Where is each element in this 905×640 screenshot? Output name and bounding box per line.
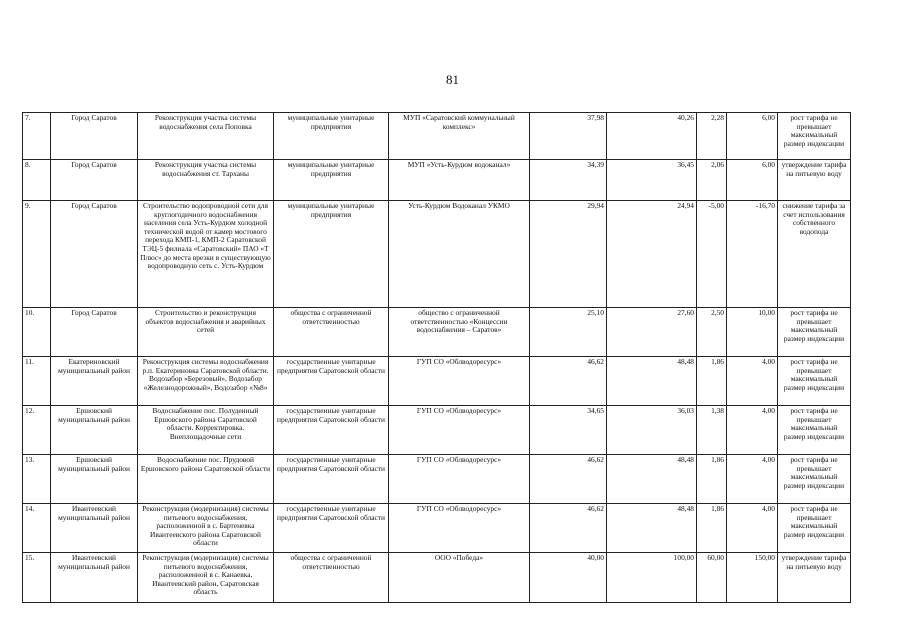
cell-organization: МУП «Саратовский коммунальный комплекс» bbox=[389, 113, 530, 160]
cell-organization: ГУП СО «Облводоресурс» bbox=[389, 357, 530, 406]
cell-project: Реконструкция (модернизация) системы питьевого водоснабжения, расположенной в с. Бартеневка Ивантеевского района Саратовской области bbox=[138, 504, 274, 553]
cell-note: рост тарифа не превышает максимальный размер индексации bbox=[778, 357, 851, 406]
cell-tariff-percent: 4,00 bbox=[727, 406, 778, 455]
table-row bbox=[23, 504, 851, 553]
cell-tariff-percent: 6,00 bbox=[727, 160, 778, 201]
cell-tariff-change: -5,00 bbox=[697, 201, 727, 308]
cell-number: 10. bbox=[23, 308, 51, 357]
cell-tariff-new: 24,94 bbox=[607, 201, 697, 308]
cell-project: Водоснабжение пос. Прудовой Ершовского района Саратовской области bbox=[138, 455, 274, 504]
cell-area: Ершовский муниципальный район bbox=[51, 406, 138, 455]
cell-area: Город Саратов bbox=[51, 308, 138, 357]
cell-tariff-percent: 4,00 bbox=[727, 504, 778, 553]
cell-tariff-current: 29,94 bbox=[530, 201, 607, 308]
cell-number: 13. bbox=[23, 455, 51, 504]
cell-area: Город Саратов bbox=[51, 201, 138, 308]
cell-area: Екатериновский муниципальный район bbox=[51, 357, 138, 406]
cell-tariff-current: 37,98 bbox=[530, 113, 607, 160]
cell-number: 12. bbox=[23, 406, 51, 455]
cell-area: Ивантеевский муниципальный район bbox=[51, 504, 138, 553]
table-row bbox=[23, 160, 851, 201]
cell-project: Реконструкция системы водоснабжения р.п. Екатериновка Саратовской области. Водозабор «Березовый», Водозабор «Железнодорожный», Водозабор «№8» bbox=[138, 357, 274, 406]
cell-tariff-current: 34,65 bbox=[530, 406, 607, 455]
cell-area: Город Саратов bbox=[51, 160, 138, 201]
cell-number: 8. bbox=[23, 160, 51, 201]
cell-organization: Усть-Курдюм Водоканал УКМО bbox=[389, 201, 530, 308]
cell-project: Водоснабжение пос. Полуденный Ершовского района Саратовской области. Корректировка. Внеплощадочные сети bbox=[138, 406, 274, 455]
table-row bbox=[23, 201, 851, 308]
cell-tariff-change: 1,86 bbox=[697, 357, 727, 406]
cell-project: Реконструкция участка системы водоснабжения села Поповка bbox=[138, 113, 274, 160]
cell-tariff-current: 40,00 bbox=[530, 553, 607, 603]
cell-organization: ГУП СО «Облводоресурс» bbox=[389, 504, 530, 553]
cell-tariff-new: 48,48 bbox=[607, 504, 697, 553]
cell-tariff-change: 1,38 bbox=[697, 406, 727, 455]
cell-tariff-change: 2,06 bbox=[697, 160, 727, 201]
cell-tariff-change: 2,28 bbox=[697, 113, 727, 160]
cell-tariff-new: 48,48 bbox=[607, 357, 697, 406]
cell-tariff-change: 1,86 bbox=[697, 455, 727, 504]
table-row bbox=[23, 553, 851, 603]
cell-note: рост тарифа не превышает максимальный размер индексации bbox=[778, 504, 851, 553]
cell-tariff-percent: 6,00 bbox=[727, 113, 778, 160]
cell-tariff-percent: 150,00 bbox=[727, 553, 778, 603]
cell-tariff-new: 36,45 bbox=[607, 160, 697, 201]
cell-org-type: муниципальные унитарные предприятия bbox=[274, 160, 389, 201]
cell-organization: общество с ограниченной ответственностью «Концессии водоснабжения – Саратов» bbox=[389, 308, 530, 357]
cell-number: 11. bbox=[23, 357, 51, 406]
cell-area: Ивантеевский муниципальный район bbox=[51, 553, 138, 603]
page-number: 81 bbox=[446, 72, 459, 87]
cell-tariff-percent: 10,00 bbox=[727, 308, 778, 357]
cell-organization: ООО «Победа» bbox=[389, 553, 530, 603]
cell-org-type: государственные унитарные предприятия Саратовской области bbox=[274, 357, 389, 406]
cell-area: Ершовский муниципальный район bbox=[51, 455, 138, 504]
cell-org-type: государственные унитарные предприятия Саратовской области bbox=[274, 504, 389, 553]
cell-tariff-change: 2,50 bbox=[697, 308, 727, 357]
table-row bbox=[23, 455, 851, 504]
cell-tariff-percent: 4,00 bbox=[727, 455, 778, 504]
cell-note: утверждение тарифа на питьевую воду bbox=[778, 160, 851, 201]
cell-tariff-current: 46,62 bbox=[530, 504, 607, 553]
cell-tariff-new: 48,48 bbox=[607, 455, 697, 504]
cell-organization: ГУП СО «Облводоресурс» bbox=[389, 406, 530, 455]
cell-number: 14. bbox=[23, 504, 51, 553]
tariff-table bbox=[22, 112, 851, 603]
cell-org-type: муниципальные унитарные предприятия bbox=[274, 113, 389, 160]
table-row bbox=[23, 357, 851, 406]
cell-org-type: общества с ограниченной ответственностью bbox=[274, 553, 389, 603]
cell-org-type: муниципальные унитарные предприятия bbox=[274, 201, 389, 308]
cell-tariff-new: 27,60 bbox=[607, 308, 697, 357]
table-row bbox=[23, 308, 851, 357]
table-body bbox=[23, 113, 851, 603]
cell-project: Реконструкция участка системы водоснабжения ст. Тарханы bbox=[138, 160, 274, 201]
cell-project: Строительство и реконструкция объектов водоснабжения и аварийных сетей bbox=[138, 308, 274, 357]
cell-project: Строительство водопроводной сети для круглогодичного водоснабжения населения села Усть-Курдюм холодной технической водой от камер мостового перехода КМП-1, КМП-2 Саратовской ТЭЦ-5 филиала «Саратовский» ПАО «Т Плюс» до места врезки в существующую водопроводную сеть с. Усть-Курдюм bbox=[138, 201, 274, 308]
cell-tariff-new: 40,26 bbox=[607, 113, 697, 160]
cell-tariff-current: 46,62 bbox=[530, 455, 607, 504]
cell-area: Город Саратов bbox=[51, 113, 138, 160]
cell-project: Реконструкция (модернизация) системы питьевого водоснабжения, расположенной в с. Канаевка, Ивантеевский район, Саратовская область bbox=[138, 553, 274, 603]
cell-note: утверждение тарифа на питьевую воду bbox=[778, 553, 851, 603]
cell-tariff-current: 25,10 bbox=[530, 308, 607, 357]
cell-number: 7. bbox=[23, 113, 51, 160]
cell-tariff-current: 34,39 bbox=[530, 160, 607, 201]
cell-tariff-change: 1,86 bbox=[697, 504, 727, 553]
cell-organization: МУП «Усть-Курдюм водоканал» bbox=[389, 160, 530, 201]
cell-note: снижение тарифа за счет использования собственного водопода bbox=[778, 201, 851, 308]
cell-tariff-percent: 4,00 bbox=[727, 357, 778, 406]
cell-tariff-current: 46,62 bbox=[530, 357, 607, 406]
cell-tariff-new: 100,00 bbox=[607, 553, 697, 603]
cell-number: 15. bbox=[23, 553, 51, 603]
cell-note: рост тарифа не превышает максимальный размер индексации bbox=[778, 406, 851, 455]
table-row bbox=[23, 406, 851, 455]
cell-note: рост тарифа не превышает максимальный размер индексации bbox=[778, 308, 851, 357]
cell-organization: ГУП СО «Облводоресурс» bbox=[389, 455, 530, 504]
cell-note: рост тарифа не превышает максимальный размер индексации bbox=[778, 113, 851, 160]
cell-org-type: государственные унитарные предприятия Саратовской области bbox=[274, 406, 389, 455]
cell-org-type: государственные унитарные предприятия Саратовской области bbox=[274, 455, 389, 504]
cell-note: рост тарифа не превышает максимальный размер индексации bbox=[778, 455, 851, 504]
table-row bbox=[23, 113, 851, 160]
cell-tariff-new: 36,03 bbox=[607, 406, 697, 455]
cell-org-type: общества с ограниченной ответственностью bbox=[274, 308, 389, 357]
cell-tariff-change: 60,00 bbox=[697, 553, 727, 603]
cell-tariff-percent: -16,70 bbox=[727, 201, 778, 308]
cell-number: 9. bbox=[23, 201, 51, 308]
